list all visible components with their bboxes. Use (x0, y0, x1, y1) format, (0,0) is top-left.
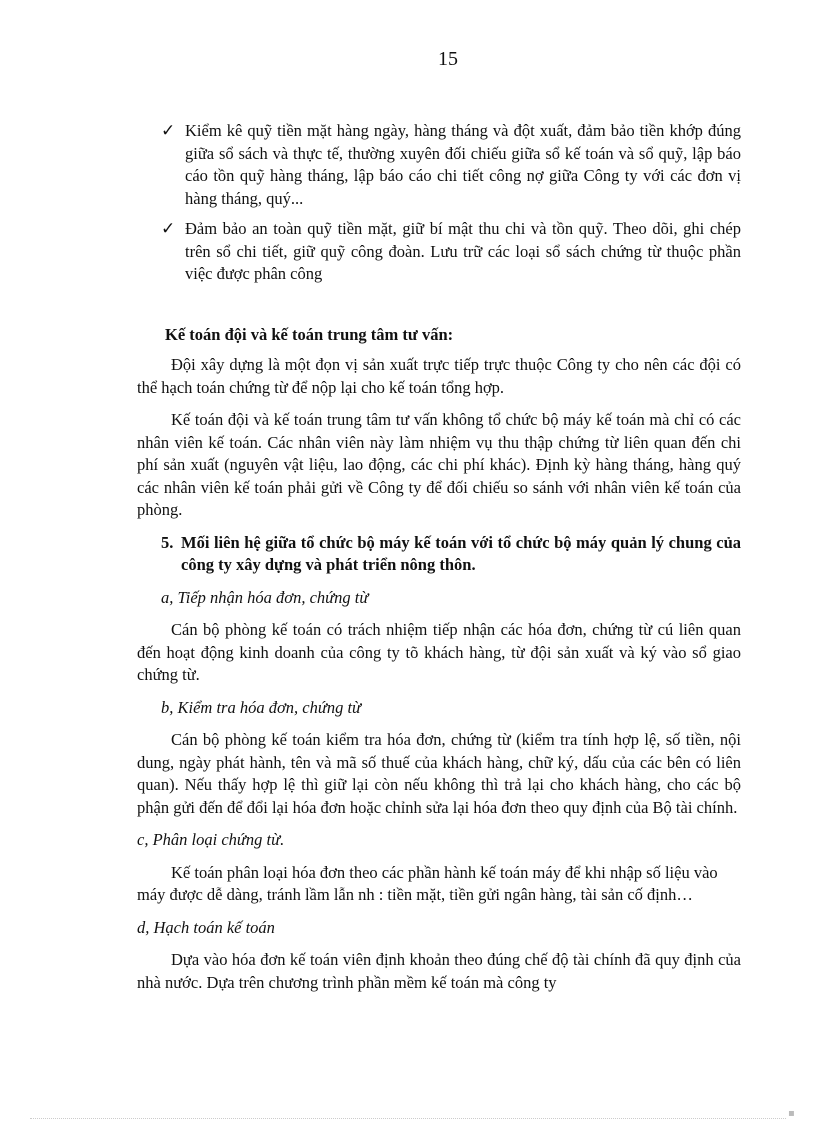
subheading: c, Phân loại chứng từ. (137, 830, 285, 849)
paragraph: Dựa vào hóa đơn kế toán viên định khoản theo đúng chế độ tài chính đã quy định của nhà nước. Dựa trên chương trình phần mềm kế toán mà công ty (137, 950, 741, 992)
bullet-text: Đảm bảo an toàn quỹ tiền mặt, giữ bí mật thu chi và tồn quỹ. Theo dõi, ghi chép trên sổ chi tiết, giữ quỹ công đoàn. Lưu trữ các loại sổ sách chứng từ thuộc phần việc được phân công (185, 219, 741, 283)
check-mark-icon: ✓ (161, 219, 176, 239)
paragraph: Cán bộ phòng kế toán có trách nhiệm tiếp nhận các hóa đơn, chứng từ cú liên quan đến hoạt động kinh doanh của công ty tõ khách hàng, từ đội sản xuất và ký vào sổ giao chứng từ. (137, 620, 741, 684)
bullet-text: Kiểm kê quỹ tiền mặt hàng ngày, hàng tháng và đột xuất, đảm bảo tiền khớp đúng giữa sổ sách và thực tế, thường xuyên đối chiếu giữa sổ kế toán và sổ quỹ, lập báo cáo tồn quỹ hàng tháng, lập báo cáo chi tiết công nợ giữa Công ty với các đơn vị hàng tháng, quý... (185, 121, 741, 208)
subheading: a, Tiếp nhận hóa đơn, chứng từ (161, 587, 369, 607)
check-mark-icon: ✓ (161, 121, 176, 141)
bullet-item (137, 120, 741, 210)
page-bottom-rule (30, 1118, 786, 1119)
subheading: d, Hạch toán kế toán (137, 917, 275, 937)
subheading: b, Kiểm tra hóa đơn, chứng từ (161, 697, 362, 717)
paragraph: Kế toán phân loại hóa đơn theo các phần hành kế toán máy để khi nhập số liệu vào máy được dễ dàng, tránh lầm lẫn nh : tiền mặt, tiền gửi ngân hàng, tài sản cố định… (137, 862, 718, 904)
heading-number: 5. (161, 532, 174, 552)
paragraph: Cán bộ phòng kế toán kiểm tra hóa đơn, chứng từ (kiểm tra tính hợp lệ, số tiền, nội dung, ngày phát hành, tên và mã số thuế của khách hàng, chữ ký, dấu của các bên có liên quan). Nếu thấy hợp lệ thì giữ lại còn nếu không thì trả lại cho khách hàng, cho các bộ phận gửi đến để đổi lại hóa đơn hoặc chỉnh sửa lại hóa đơn theo quy định của Bộ tài chính. (137, 730, 741, 817)
document-body (137, 120, 741, 1004)
paragraph: Kế toán đội và kế toán trung tâm tư vấn không tổ chức bộ máy kế toán mà chỉ có các nhân viên kế toán. Các nhân viên này làm nhiệm vụ thu thập chứng từ liên quan đến chi phí sản xuất (nguyên vật liệu, lao động, các chi phí khác). Định kỳ hàng tháng, hàng quý các nhân viên kế toán phải gửi về Công ty để đối chiếu so sánh với nhân viên kế toán của phòng. (137, 410, 741, 519)
heading-text: Mối liên hệ giữa tổ chức bộ máy kế toán với tổ chức bộ máy quản lý chung của công ty xây dựng và phát triển nông thôn. (181, 532, 741, 574)
section-heading: Kế toán đội và kế toán trung tâm tư vấn: (165, 324, 454, 344)
corner-mark-icon: ▪ (788, 1108, 795, 1119)
numbered-heading (137, 532, 741, 577)
bullet-item (137, 218, 741, 286)
page-number: 15 (438, 48, 458, 70)
paragraph: Đội xây dựng là một đọn vị sản xuất trực tiếp trực thuộc Công ty cho nên các đội có thể hạch toán chứng từ để nộp lại cho kế toán tổng hợp. (137, 355, 741, 397)
